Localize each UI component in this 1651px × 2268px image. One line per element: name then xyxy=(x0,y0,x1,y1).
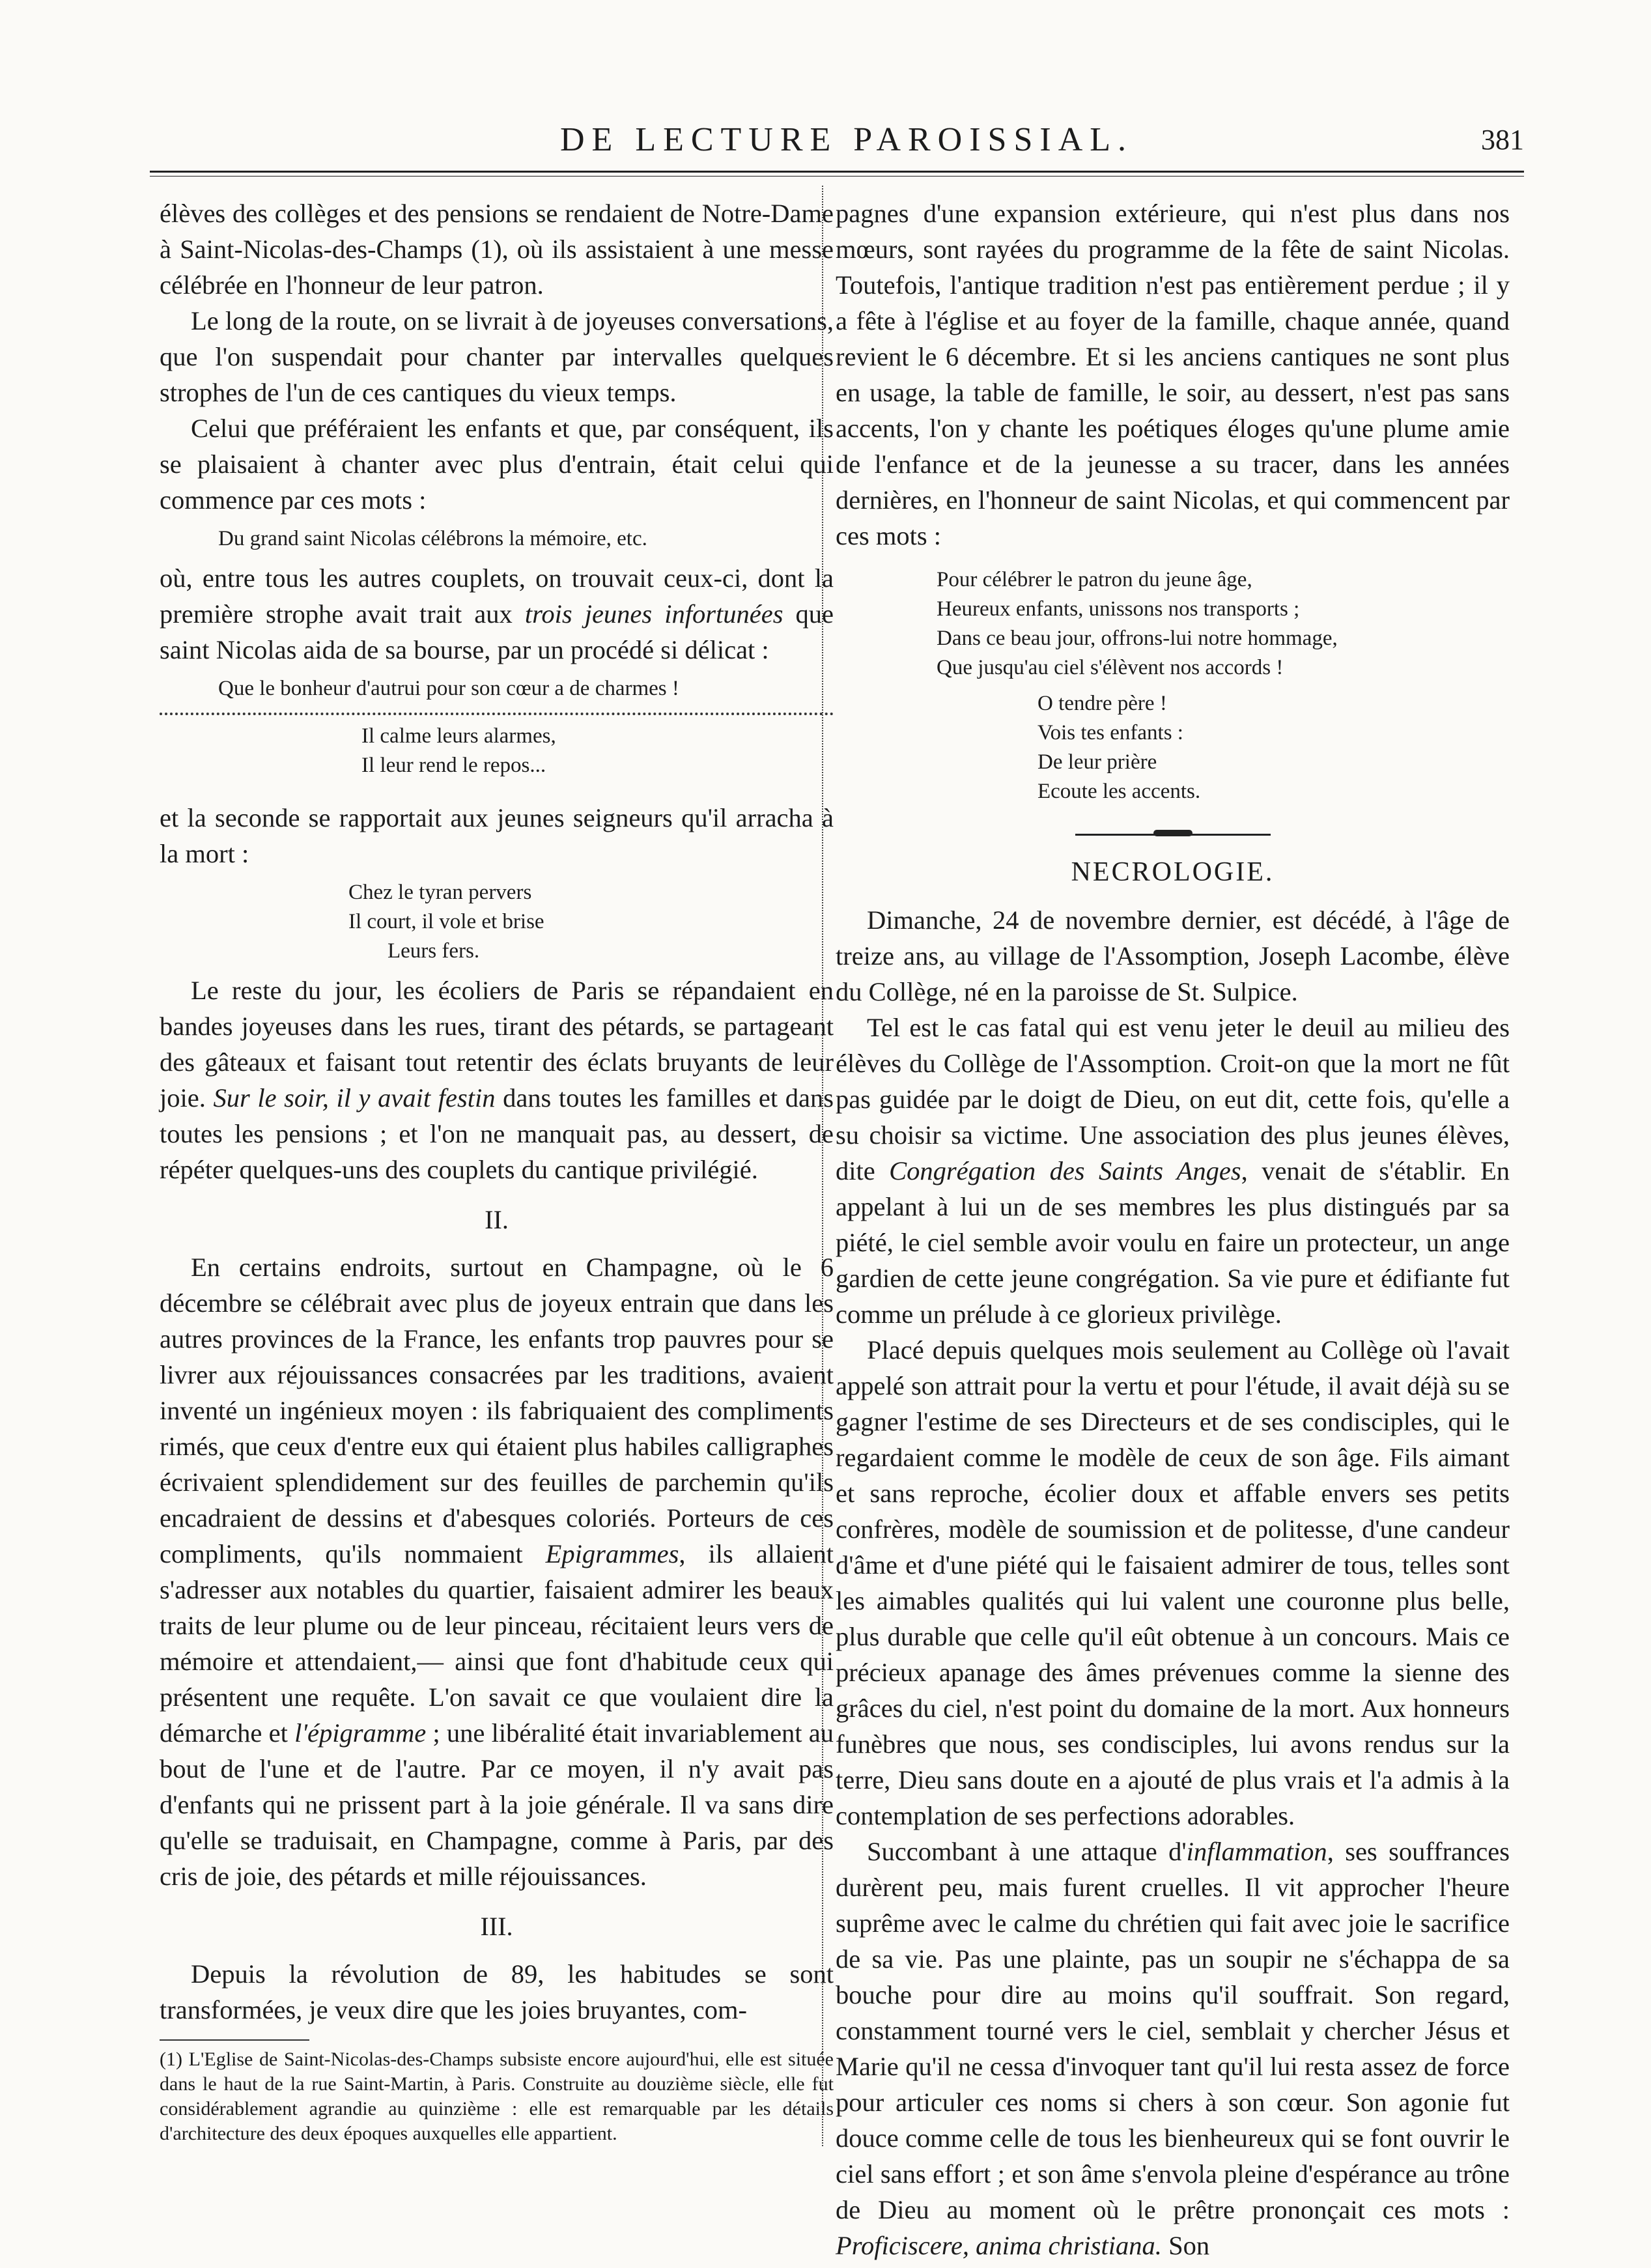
verse-line: Dans ce beau jour, offrons-lui notre hommage, xyxy=(937,627,1338,650)
section-number: II. xyxy=(485,1205,509,1234)
verse-line: Il court, il vole et brise xyxy=(348,910,544,933)
ornament-center xyxy=(1153,830,1192,836)
text-run: où, entre tous les autres couplets, on trouvait ceux-ci, dont la première strophe avait trait aux xyxy=(160,563,834,629)
verse-quote xyxy=(160,674,834,703)
verse-stanza xyxy=(160,878,834,966)
page-header xyxy=(150,120,1524,173)
verse-stanza xyxy=(160,722,834,780)
verse-line: Que le bonheur d'autrui pour son cœur a de charmes ! xyxy=(218,677,679,700)
dotted-rule xyxy=(160,713,834,715)
text-run: que saint Nicolas aida de sa bourse, par un procédé si délicat : xyxy=(160,599,834,664)
ornament-divider xyxy=(1075,832,1271,836)
right-column xyxy=(836,195,1510,2260)
paragraph: Celui que préféraient les enfants et que, par conséquent, ils se plaisaient à chanter avec plus d'entrain, était celui qui commence par ces mots : xyxy=(160,414,834,515)
paragraph xyxy=(160,560,834,668)
verse-line: Pour célébrer le patron du jeune âge, xyxy=(937,568,1252,591)
header-rule xyxy=(150,171,1524,173)
text-run: Le reste du jour, les écoliers de Paris se répandaient en bandes joyeuses dans les rues, tirant des pétards, se partageant des gâteaux et faisant tout retentir des éclats bruyants de leur joie. xyxy=(160,976,834,1113)
italic-run: inflammation xyxy=(1186,1837,1327,1866)
verse-line: O tendre père ! xyxy=(1037,692,1167,715)
paragraph xyxy=(836,1834,1510,2263)
verse-stanza xyxy=(836,689,1510,806)
verse-line: Il leur rend le repos... xyxy=(361,754,546,777)
verse-line: Il calme leurs alarmes, xyxy=(361,724,556,748)
italic-run: l'épigramme xyxy=(294,1718,427,1748)
paragraph: Le long de la route, on se livrait à de joyeuses conversations, que l'on suspendait pour chanter par intervalles quelques strophes de l'un de ces cantiques du vieux temps. xyxy=(160,306,834,407)
paragraph: Depuis la révolution de 89, les habitudes se sont transformées, je veux dire que les joies bruyantes, com- xyxy=(160,1959,834,2024)
text-run: dans toutes les familles et dans toutes les pensions ; et l'on ne manquait pas, au dessert, de répéter quelques-uns des couplets du cantique privilégié. xyxy=(160,1083,834,1184)
paragraph: pagnes d'une expansion extérieure, qui n'est plus dans nos mœurs, sont rayées du programme de la fête de saint Nicolas. Toutefois, l'antique tradition n'est pas entièrement perdue ; il y a fête à l'église et au foyer de la famille, chaque année, quand revient le 6 décembre. Et si les anciens cantiques ne sont plus en usage, la table de famille, le soir, au dessert, n'est pas sans accents, l'on y chante les poétiques éloges qu'une plume amie de l'enfance et de la jeunesse a su tracer, dans les années dernières, en l'honneur de saint Nicolas, et qui commencent par ces mots : xyxy=(836,199,1510,550)
text-run: En certains endroits, surtout en Champagne, où le 6 décembre se célébrait avec plus de joyeux entrain que dans les autres provinces de la France, les enfants trop pauvres pour se livrer aux réjouissances consacrées par les traditions, avaient inventé un ingénieux moyen : ils fabriquaient des compliments rimés, que ceux d'entre eux qui étaient plus habiles calligraphes écrivaient splendidement sur des feuilles de parchemin qu'ils encadraient de dessins et d'abesques coloriés. Porteurs de ces compliments, qu'ils nommaient xyxy=(160,1253,834,1568)
italic-run: Proficiscere, anima christiana. xyxy=(836,2231,1162,2260)
verse-line: Leurs fers. xyxy=(388,939,480,963)
paragraph: élèves des collèges et des pensions se rendaient de Notre-Dame à Saint-Nicolas-des-Champs (1), où ils assistaient à une messe célébrée en l'honneur de leur patron. xyxy=(160,199,834,300)
text-run: Tel est le cas fatal qui est venu jeter le deuil au milieu des élèves du Collège de l'Assomption. Croit-on que la mort ne fût pas guidée par le doigt de Dieu, on eut dit, cette fois, qu'elle a su choisir sa victime. Une association des plus jeunes élèves, dite xyxy=(836,1013,1510,1185)
italic-run: Congrégation des Saints Anges xyxy=(889,1156,1241,1185)
running-title: DE LECTURE PAROISSIAL. xyxy=(560,121,1134,158)
section-number: III. xyxy=(480,1912,513,1941)
text-run: , venait de s'établir. En appelant à lui un de ses membres les plus distingués par sa piété, le ciel semble avoir voulu en faire un protecteur, un ange gardien de cette jeune congrégation. Sa vie pure et édifiante fut comme un prélude à ce glorieux privilège. xyxy=(836,1156,1510,1329)
verse-line: Vois tes enfants : xyxy=(1037,721,1183,744)
text-run: ; une libéralité était invariablement au bout de l'une et de l'autre. Par ce moyen, il n'y avait pas d'enfants qui ne prissent part à la joie générale. Il va sans dire qu'elle se traduisait, en Champagne, comme à Paris, par des cris de joie, des pétards et mille réjouissances. xyxy=(160,1718,834,1891)
italic-run: trois jeunes infortunées xyxy=(524,599,783,629)
verse-quote xyxy=(160,524,834,554)
text-run: Son xyxy=(1161,2231,1210,2260)
verse-line: Du grand saint Nicolas célébrons la mémoire, etc. xyxy=(218,527,647,550)
verse-line: Que jusqu'au ciel s'élèvent nos accords ! xyxy=(937,656,1284,679)
verse-line: Chez le tyran pervers xyxy=(348,881,532,904)
footnote: (1) L'Eglise de Saint-Nicolas-des-Champs subsiste encore aujourd'hui, elle est située dans le haut de la rue Saint-Martin, à Paris. Construite au douzième siècle, elle fut considérablement agrandie au quinzième : elle est remarquable par les détails d'architecture des deux époques auxquelles elle appartient. xyxy=(160,2048,834,2144)
paragraph: et la seconde se rapportait aux jeunes seigneurs qu'il arracha à la mort : xyxy=(160,803,834,868)
verse-stanza xyxy=(836,565,1510,683)
header-rule-thin xyxy=(150,176,1524,177)
text-run: Succombant à une attaque d' xyxy=(867,1837,1187,1866)
verse-line: Heureux enfants, unissons nos transports ; xyxy=(937,597,1300,621)
paragraph xyxy=(160,972,834,1187)
paragraph xyxy=(836,1010,1510,1332)
footnote-rule xyxy=(160,2039,309,2041)
page-number: 381 xyxy=(1481,124,1524,156)
italic-run: Epigrammes xyxy=(545,1539,679,1568)
verse-line: Ecoute les accents. xyxy=(1037,780,1201,803)
paragraph xyxy=(160,1249,834,1894)
paragraph: Placé depuis quelques mois seulement au Collège où l'avait appelé son attrait pour la vertu et pour l'étude, il avait déjà su se gagner l'estime de ses Directeurs et de ses condisciples, qui le regardaient comme le modèle de ceux de son âge. Fils aimant et sans reproche, écolier doux et affable envers ses petits confrères, modèle de soumission et de politesse, d'une candeur d'âme et d'une piété qui le faisaient admirer de tous, telles sont les aimables qualités qui lui valent une couronne plus belle, plus durable que celle qu'il eût obtenue à un concours. Mais ce précieux apanage des âmes prévenues comme la sienne des grâces du ciel, n'est point du domaine de la mort. Aux honneurs funèbres que nous, ses condisciples, lui avons rendus sur la terre, Dieu sans doute en a ajouté de plus vrais et l'a admis à la contemplation de ses perfections adorables. xyxy=(836,1335,1510,1830)
verse-line: De leur prière xyxy=(1037,750,1157,774)
text-run: , ses souffrances durèrent peu, mais furent cruelles. Il vit approcher l'heure suprême avec le calme du chrétien qui fait avec joie le sacrifice de sa vie. Pas une plainte, pas un soupir ne s'échappa de sa bouche pour dire au moins qu'il souffrait. Son regard, constamment tourné vers le ciel, semblait y chercher Jésus et Marie qu'il ne cessa d'invoquer tant qu'il lui resta assez de force pour articuler ces noms si chers à son cœur. Son agonie fut douce comme celle de tous les bienheureux qui se font ouvrir le ciel sans effort ; et son âme s'envola pleine d'espérance au trône de Dieu au moment où le prêtre prononçait ces mots : xyxy=(836,1837,1510,2224)
italic-run: Sur le soir, il y avait festin xyxy=(213,1083,496,1113)
paragraph: Dimanche, 24 de novembre dernier, est décédé, à l'âge de treize ans, au village de l'Assomption, Joseph Lacombe, élève du Collège, né en la paroisse de St. Sulpice. xyxy=(836,905,1510,1006)
left-column xyxy=(160,195,834,2189)
text-run: , ils allaient s'adresser aux notables du quartier, faisaient admirer les beaux traits de leur plume ou de leur pinceau, récitaient leurs vers de mémoire et attendaient,— ainsi que font d'habitude ceux qui présentent une requête. L'on savait ce que voulaient dire la démarche et xyxy=(160,1539,834,1748)
section-title: NECROLOGIE. xyxy=(1071,857,1275,887)
